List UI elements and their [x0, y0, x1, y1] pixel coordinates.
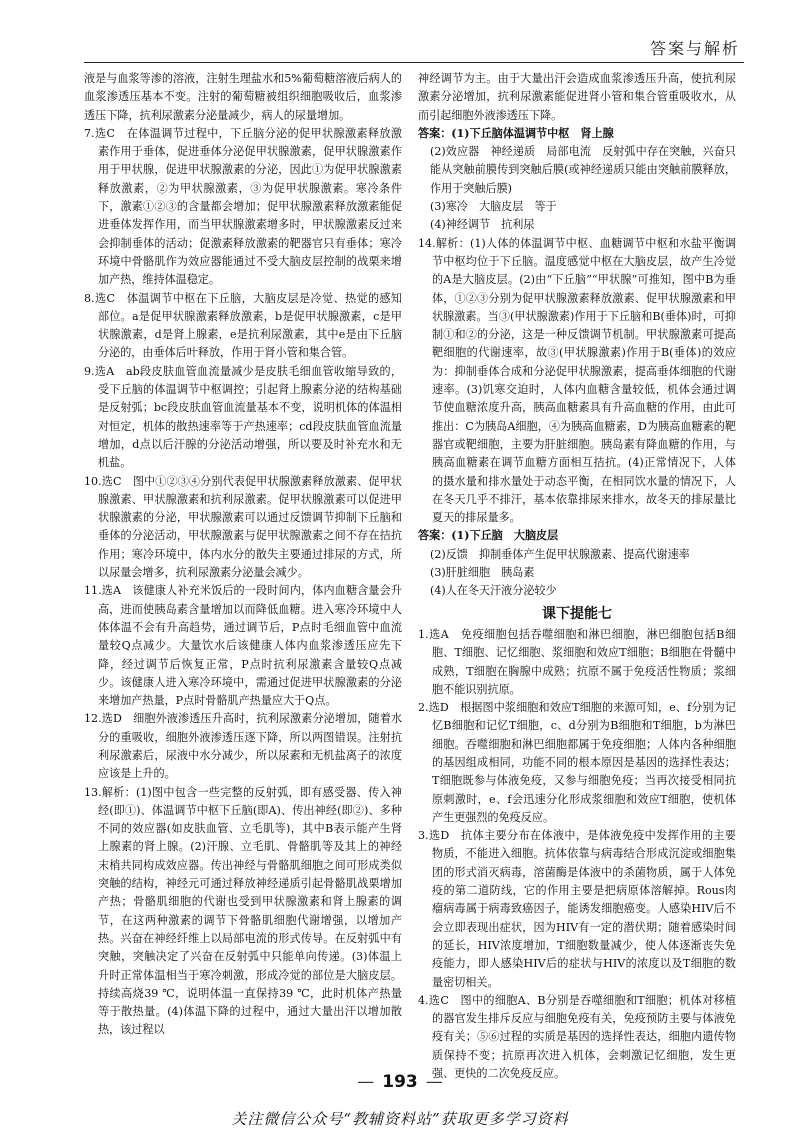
answer-item: 3.选D 抗体主要分布在体液中，是体液免疫中发挥作用的主要物质，不能进入细胞。抗体依靠与病毒结合形成沉淀或细胞集团的形式消灭病毒，溶菌酶是体液中的杀菌物质，属于人体免疫的第二道防线，它的作用主要是把病原体溶解掉。Rous肉瘤病毒属于病毒致癌因子，能诱发细胞癌变。人感染HIV后不会立即表现出症状，因为HIV有一定的潜伏期；随着感染时间的延长，HIV浓度增加，T细胞数量减少，使人体逐渐丧失免疫能力，即人感染HIV后的症状与HIV的浓度以及T细胞的数量密切相关。 — [418, 829, 736, 989]
page-number-value: 193 — [382, 1072, 418, 1092]
answer-item: 1.选A 免疫细胞包括吞噬细胞和淋巴细胞，淋巴细胞包括B细胞、T细胞、记忆细胞、浆细胞和效应T细胞；B细胞在骨髓中成熟，T细胞在胸腺中成熟；抗原不属于免疫活性物质；浆细胞不能识别抗原。 — [418, 627, 736, 696]
section-title: 课下提能七 — [542, 605, 612, 622]
left-column — [84, 70, 402, 1040]
header-rule — [84, 62, 744, 63]
page-number-dash-right: — — [425, 1072, 443, 1092]
answer-key: 答案：(1)下丘脑 大脑皮层 — [418, 529, 559, 543]
answer-item: 9.选A ab段皮肤血管血流量减少是皮肤毛细血管收缩导致的，受下丘脑的体温调节中枢调控；引起肾上腺素分泌的结构基础是反射弧；bc段皮肤血管血流量基本不变，说明机体的体温相对恒定，机体的散热速率等于产热速率；cd段皮肤血管血流量增加，d点以后汗腺的分泌活动增强，所以要及时补充水和无机盐。 — [84, 364, 402, 470]
answer-sub-item: (2)反馈 抑制垂体产生促甲状腺激素、提高代谢速率 — [430, 547, 690, 561]
answer-sub-item: (2)效应器 神经递质 局部电流 反射弧中存在突触，兴奋只能从突触前膜传到突触后膜(或神经递质只能由突触前膜释放，作用于突触后膜) — [430, 145, 736, 195]
answer-item: 2.选D 根据图中浆细胞和效应T细胞的来源可知，e、f分别为记忆B细胞和记忆T细胞，c、d分别为B细胞和T细胞，b为淋巴细胞。吞噬细胞和淋巴细胞都属于免疫细胞；人体内各种细胞的基因组成相同，功能不同的根本原因是基因的选择性表达；T细胞既参与体液免疫，又参与细胞免疫；当再次接受相同抗原刺激时，e、f会迅速分化形成浆细胞和效应T细胞，使机体产生更强烈的免疫反应。 — [418, 701, 736, 824]
answer-sub-item: (3)肝脏细胞 胰岛素 — [430, 566, 535, 580]
answer-item: 13.解析：(1)图中包含一些完整的反射弧，即有感受器、传入神经(即①)、体温调节中枢下丘脑(即A)、传出神经(即②)、多种不同的效应器(如皮肤血管、立毛肌等)，其中B表示能产生肾上腺素的肾上腺。(2)汗腺、立毛肌、骨骼肌等及其上的神经末梢共同构成效应器。传出神经与骨骼肌细胞之间可形成类似突触的结构，神经元可通过释放神经递质引起骨骼肌战栗增加产热；骨骼肌细胞的代谢也受到甲状腺激素和肾上腺素的调节，在这两种激素的调节下骨骼肌细胞代谢增强，以增加产热。兴奋在神经纤维上以局部电流的形式传导。在反射弧中有突触，突触决定了兴奋在反射弧中只能单向传递。(3)体温上升时正常体温相当于寒冷刺激，形成冷觉的部位是大脑皮层。持续高烧39 ℃，说明体温一直保持39 ℃，此时机体产热量等于散热量。(4)体温下降的过程中，通过大量出汗以增加散热，该过程以 — [84, 785, 402, 1037]
right-column — [418, 70, 736, 1083]
answer-sub-item: (4)人在冬天汗液分泌较少 — [430, 584, 557, 598]
continued-paragraph: 液是与血浆等渗的溶液，注射生理盐水和5%葡萄糖溶液后病人的血浆渗透压基本不变。注射的葡萄糖被组织细胞吸收后，血浆渗透压下降，抗利尿激素分泌量减少，病人的尿量增加。 — [84, 72, 402, 122]
page-number-dash-left: — — [357, 1072, 375, 1092]
page-number — [0, 1072, 800, 1092]
answer-item: 10.选C 图中①②③④分别代表促甲状腺激素释放激素、促甲状腺激素、甲状腺激素和抗利尿激素。促甲状腺激素可以促进甲状腺激素的分泌，甲状腺激素可以通过反馈调节抑制下丘脑和垂体的分泌活动，甲状腺激素与促甲状腺激素之间不存在拮抗作用；寒冷环境中，体内水分的散失主要通过排尿的方式，所以尿量会增多，抗利尿激素分泌量会减少。 — [84, 474, 402, 580]
answer-item: 14.解析：(1)人体的体温调节中枢、血糖调节中枢和水盐平衡调节中枢均位于下丘脑。温度感觉中枢在大脑皮层，故产生冷觉的A是大脑皮层。(2)由“下丘脑”“甲状腺”可推知，图中B为垂体，①②③分别为促甲状腺激素释放激素、促甲状腺激素和甲状腺激素。当③(甲状腺激素)作用于下丘脑和B(垂体)时，可抑制①和②的分泌，这是一种反馈调节机制。甲状腺激素可提高靶细胞的代谢速率，故③(甲状腺激素)作用于B(垂体)的效应为：抑制垂体合成和分泌促甲状腺激素，提高垂体细胞的代谢速率。(3)饥寒交迫时，人体内血糖含量较低，机体会通过调节使血糖浓度升高，胰高血糖素具有升高血糖的作用，由此可推出：C为胰岛A细胞，④为胰高血糖素，D为胰高血糖素的靶器官或靶细胞，主要为肝脏细胞。胰岛素有降血糖的作用，与胰高血糖素在调节血糖方面相互拮抗。(4)正常情况下，人体的摄水量和排水量处于动态平衡，在相同饮水量的情况下，人在冬天几乎不排汗，基本依靠排尿来排水，故冬天的排尿量比夏天的排尿量多。 — [418, 236, 736, 525]
answer-sub-item: (4)神经调节 抗利尿 — [430, 218, 535, 232]
answer-item: 7.选C 在体温调节过程中，下丘脑分泌的促甲状腺激素释放激素作用于垂体，促进垂体分泌促甲状腺激素，促甲状腺激素作用于甲状腺，促进甲状腺激素的分泌，因此①为促甲状腺激素释放激素，②为甲状腺激素，③为促甲状腺激素。寒冷条件下，激素①②③的含量都会增加；促甲状腺激素释放激素能促进垂体发挥作用，而当甲状腺激素增多时，甲状腺激素反过来会抑制垂体的活动；促激素释放激素的靶器官只有垂体；寒冷环境中骨骼肌作为效应器能通过不受大脑皮层控制的战栗来增加产热，维持体温稳定。 — [84, 126, 402, 287]
footer-note: 关注微信公众号“教辅资料站”获取更多学习资料 — [231, 1110, 569, 1128]
answer-item: 11.选A 该健康人补充米饭后的一段时间内，体内血糖含量会升高，进而使胰岛素含量增加以而降低血糖。进入寒冷环境中人体体温不会有升高趋势，通过调节后，P点时毛细血管中血流量较Q点减少。大量饮水后该健康人体内血浆渗透压应先下降，经过调节后恢复正常，P点时抗利尿激素含量较Q点减少。该健康人进入寒冷环境中，需通过促进甲状腺激素的分泌来增加产热量，P点时骨骼肌产热量应大于Q点。 — [84, 584, 402, 708]
answer-item: 12.选D 细胞外液渗透压升高时，抗利尿激素分泌增加，随着水分的重吸收，细胞外液渗透压逐下降，所以两图错误。注射抗利尿激素后，尿液中水分减少，所以尿素和无机盐离子的浓度应该是上升的。 — [84, 712, 402, 781]
answer-key: 答案：(1)下丘脑体温调节中枢 肾上腺 — [418, 126, 614, 140]
continued-paragraph: 神经调节为主。由于大量出汗会造成血浆渗透压升高，使抗利尿激素分泌增加，抗利尿激素能促进肾小管和集合管重吸收水，从而引起细胞外液渗透压下降。 — [418, 72, 736, 122]
answer-sub-item: (3)寒冷 大脑皮层 等于 — [430, 200, 557, 214]
header-title: 答案与解析 — [649, 39, 740, 58]
answer-item: 8.选C 体温调节中枢在下丘脑，大脑皮层是冷觉、热觉的感知部位。a是促甲状腺激素释放激素，b是促甲状腺激素，c是甲状腺激素，d是肾上腺素，e是抗利尿激素，其中e是由下丘脑分泌的，由垂体后叶释放，作用于肾小管和集合管。 — [84, 291, 402, 360]
answer-item: 4.选C 图中的细胞A、B分别是吞噬细胞和T细胞；机体对移植的器官发生排斥反应与细胞免疫有关，免疫预防主要与体液免疫有关；⑤⑥过程的实质是基因的选择性表达，细胞内遗传物质保持不变；抗原再次进入机体，会刺激记忆细胞，发生更强、更快的二次免疫反应。 — [418, 993, 736, 1081]
